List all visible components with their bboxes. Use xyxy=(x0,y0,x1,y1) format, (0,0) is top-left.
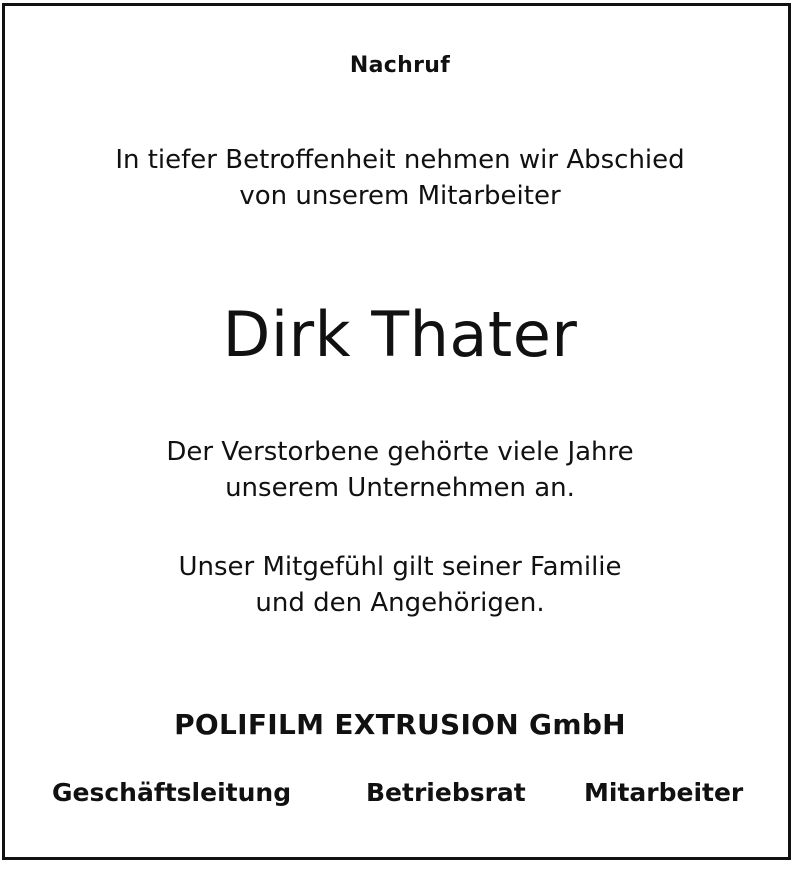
signatory-employees: Mitarbeiter xyxy=(584,778,744,807)
notice-heading: Nachruf xyxy=(349,53,451,78)
condolence-line-1: Unser Mitgefühl gilt seiner Familie xyxy=(178,552,622,582)
intro-text xyxy=(0,142,800,214)
intro-line-2: von unserem Mitarbeiter xyxy=(239,181,561,211)
signatory-management: Geschäftsleitung xyxy=(52,778,292,807)
tribute-line-1: Der Verstorbene gehörte viele Jahre xyxy=(166,437,634,467)
intro-line-1: In tiefer Betroffenheit nehmen wir Abschied xyxy=(115,145,685,175)
condolence-line-2: und den Angehörigen. xyxy=(255,588,545,618)
tribute-paragraph xyxy=(0,434,800,506)
signatory-works-council: Betriebsrat xyxy=(366,778,526,807)
deceased-name: Dirk Thater xyxy=(222,298,578,371)
tribute-line-2: unserem Unternehmen an. xyxy=(225,473,575,503)
condolence-paragraph xyxy=(0,549,800,621)
company-name: POLIFILM EXTRUSION GmbH xyxy=(174,708,626,741)
